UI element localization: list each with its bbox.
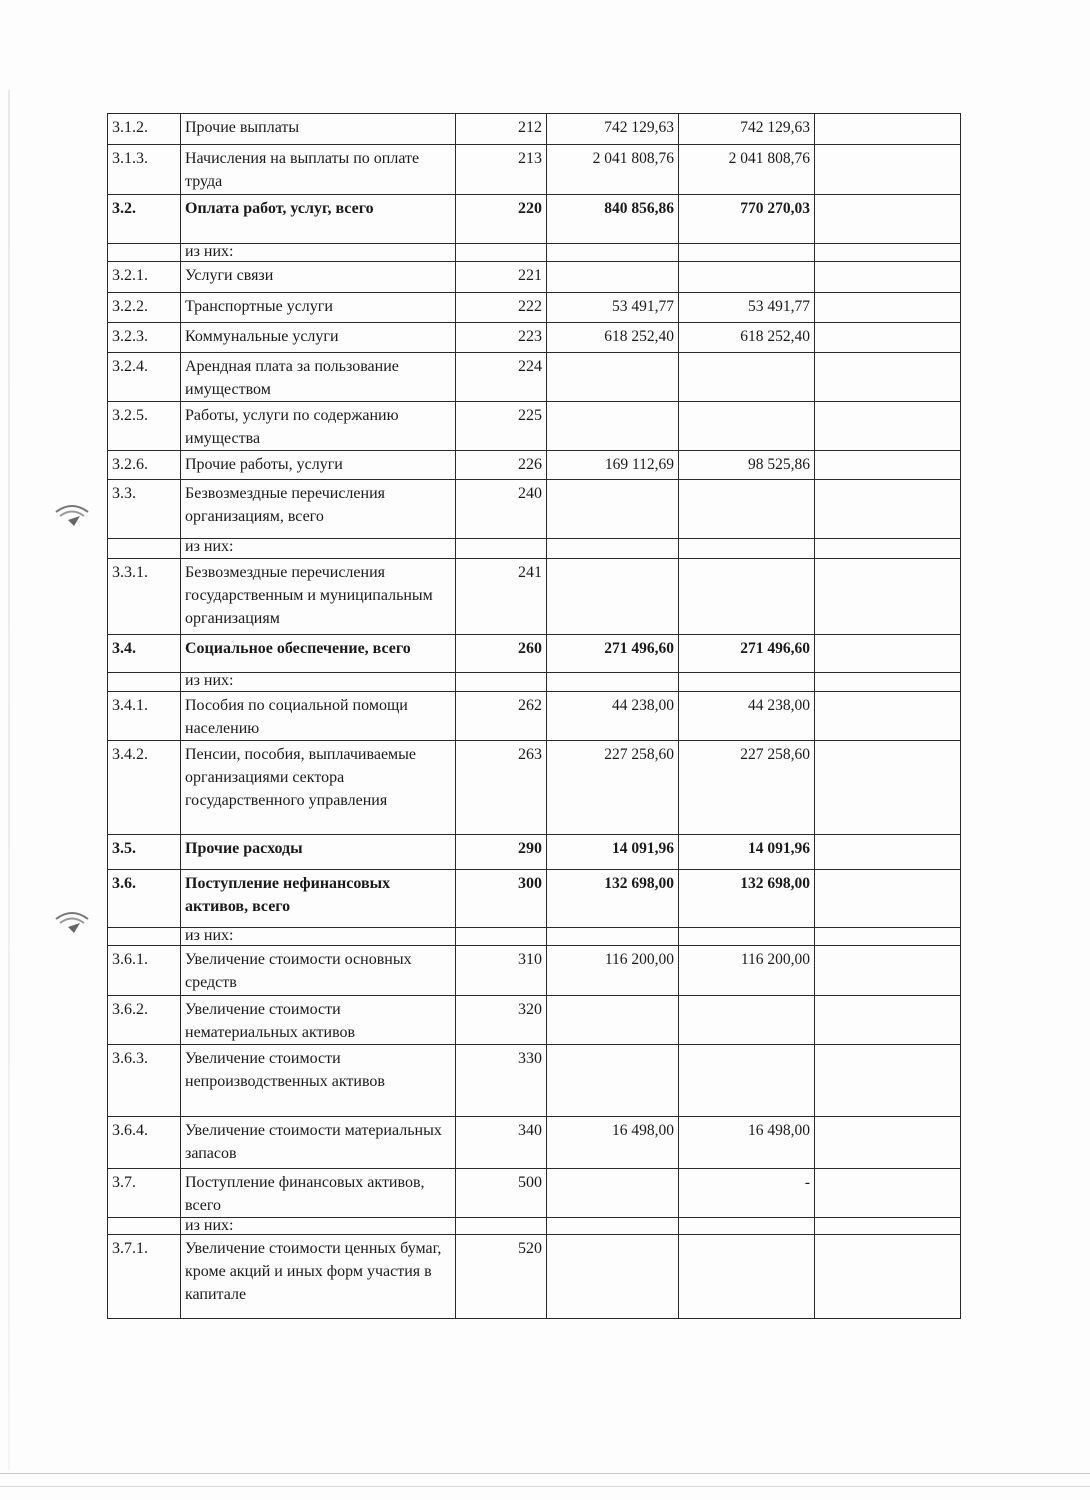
row-value-2-cell: 16 498,00 bbox=[679, 1117, 815, 1169]
table-row bbox=[108, 635, 961, 673]
row-name-cell: Пособия по социальной помощи населению bbox=[181, 692, 456, 741]
row-code-cell: 240 bbox=[456, 480, 547, 539]
row-number-cell: 3.2.6. bbox=[108, 451, 181, 480]
row-number-cell bbox=[108, 673, 181, 692]
row-value-2-cell: 618 252,40 bbox=[679, 323, 815, 353]
row-value-1-cell bbox=[547, 673, 679, 692]
punch-hole-mark-icon bbox=[52, 905, 92, 935]
row-value-2-cell bbox=[679, 559, 815, 635]
table-row bbox=[108, 262, 961, 293]
row-value-3-cell bbox=[815, 928, 961, 946]
row-value-1-cell: 271 496,60 bbox=[547, 635, 679, 673]
row-number-cell: 3.2.5. bbox=[108, 402, 181, 451]
row-number-cell: 3.2.3. bbox=[108, 323, 181, 353]
row-value-3-cell bbox=[815, 293, 961, 323]
table-row bbox=[108, 1169, 961, 1218]
row-value-2-cell bbox=[679, 928, 815, 946]
row-value-1-cell: 44 238,00 bbox=[547, 692, 679, 741]
row-name-cell: Социальное обеспечение, всего bbox=[181, 635, 456, 673]
row-value-3-cell bbox=[815, 835, 961, 870]
row-code-cell: 260 bbox=[456, 635, 547, 673]
table-row bbox=[108, 195, 961, 244]
row-name-cell: Безвозмездные перечисления государственным и муниципальным организациям bbox=[181, 559, 456, 635]
row-number-cell: 3.2.1. bbox=[108, 262, 181, 293]
row-value-2-cell: 271 496,60 bbox=[679, 635, 815, 673]
row-code-cell bbox=[456, 244, 547, 262]
row-code-cell: 330 bbox=[456, 1045, 547, 1117]
row-name-cell: Арендная плата за пользование имуществом bbox=[181, 353, 456, 402]
row-value-3-cell bbox=[815, 946, 961, 996]
punch-hole-mark-icon bbox=[52, 498, 92, 528]
row-value-1-cell bbox=[547, 262, 679, 293]
row-value-2-cell bbox=[679, 480, 815, 539]
row-value-3-cell bbox=[815, 262, 961, 293]
row-code-cell: 212 bbox=[456, 114, 547, 145]
table-row bbox=[108, 451, 961, 480]
table-row bbox=[108, 741, 961, 835]
row-value-2-cell: 770 270,03 bbox=[679, 195, 815, 244]
row-value-3-cell bbox=[815, 692, 961, 741]
row-value-1-cell bbox=[547, 559, 679, 635]
table-row bbox=[108, 870, 961, 928]
row-value-3-cell bbox=[815, 480, 961, 539]
row-value-1-cell bbox=[547, 1218, 679, 1235]
row-number-cell: 3.2.4. bbox=[108, 353, 181, 402]
row-value-2-cell bbox=[679, 1218, 815, 1235]
row-value-1-cell: 16 498,00 bbox=[547, 1117, 679, 1169]
row-value-3-cell bbox=[815, 1045, 961, 1117]
row-value-2-cell: 2 041 808,76 bbox=[679, 145, 815, 195]
row-name-cell: Увеличение стоимости материальных запасов bbox=[181, 1117, 456, 1169]
row-code-cell bbox=[456, 539, 547, 559]
table-row bbox=[108, 692, 961, 741]
table-row bbox=[108, 480, 961, 539]
row-name-cell: Увеличение стоимости непроизводственных активов bbox=[181, 1045, 456, 1117]
row-number-cell: 3.6.2. bbox=[108, 996, 181, 1045]
row-value-3-cell bbox=[815, 195, 961, 244]
row-number-cell: 3.1.3. bbox=[108, 145, 181, 195]
row-value-1-cell: 742 129,63 bbox=[547, 114, 679, 145]
row-number-cell: 3.7.1. bbox=[108, 1235, 181, 1319]
table-row bbox=[108, 835, 961, 870]
expenditure-table bbox=[107, 113, 961, 1319]
row-name-cell: из них: bbox=[181, 673, 456, 692]
row-number-cell: 3.7. bbox=[108, 1169, 181, 1218]
row-value-3-cell bbox=[815, 353, 961, 402]
row-name-cell: Работы, услуги по содержанию имущества bbox=[181, 402, 456, 451]
row-code-cell: 225 bbox=[456, 402, 547, 451]
row-code-cell: 320 bbox=[456, 996, 547, 1045]
row-value-1-cell: 618 252,40 bbox=[547, 323, 679, 353]
page-edge-shadow bbox=[8, 90, 10, 1470]
row-number-cell: 3.5. bbox=[108, 835, 181, 870]
row-value-2-cell bbox=[679, 262, 815, 293]
row-name-cell: Увеличение стоимости ценных бумаг, кроме акций и иных форм участия в капитале bbox=[181, 1235, 456, 1319]
row-number-cell: 3.6. bbox=[108, 870, 181, 928]
row-code-cell: 500 bbox=[456, 1169, 547, 1218]
row-value-1-cell bbox=[547, 539, 679, 559]
row-value-2-cell bbox=[679, 1235, 815, 1319]
row-value-1-cell: 132 698,00 bbox=[547, 870, 679, 928]
table-row bbox=[108, 145, 961, 195]
row-value-3-cell bbox=[815, 539, 961, 559]
row-name-cell: из них: bbox=[181, 1218, 456, 1235]
row-code-cell bbox=[456, 1218, 547, 1235]
row-code-cell: 241 bbox=[456, 559, 547, 635]
row-value-3-cell bbox=[815, 870, 961, 928]
row-code-cell bbox=[456, 673, 547, 692]
row-number-cell: 3.2. bbox=[108, 195, 181, 244]
row-name-cell: из них: bbox=[181, 928, 456, 946]
row-value-1-cell: 53 491,77 bbox=[547, 293, 679, 323]
row-name-cell: Увеличение стоимости нематериальных активов bbox=[181, 996, 456, 1045]
row-value-3-cell bbox=[815, 996, 961, 1045]
row-number-cell bbox=[108, 244, 181, 262]
table-row bbox=[108, 928, 961, 946]
row-value-1-cell: 14 091,96 bbox=[547, 835, 679, 870]
row-value-2-cell: 132 698,00 bbox=[679, 870, 815, 928]
row-value-2-cell bbox=[679, 353, 815, 402]
row-value-2-cell bbox=[679, 1045, 815, 1117]
table-body bbox=[108, 114, 961, 1319]
row-name-cell: Прочие расходы bbox=[181, 835, 456, 870]
row-code-cell: 300 bbox=[456, 870, 547, 928]
row-value-1-cell: 116 200,00 bbox=[547, 946, 679, 996]
row-value-3-cell bbox=[815, 741, 961, 835]
table-row bbox=[108, 293, 961, 323]
table-row bbox=[108, 1045, 961, 1117]
row-code-cell: 340 bbox=[456, 1117, 547, 1169]
table-row bbox=[108, 673, 961, 692]
row-value-3-cell bbox=[815, 1169, 961, 1218]
table-row bbox=[108, 114, 961, 145]
table-row bbox=[108, 402, 961, 451]
row-code-cell: 213 bbox=[456, 145, 547, 195]
row-name-cell: Пенсии, пособия, выплачиваемые организациями сектора государственного управления bbox=[181, 741, 456, 835]
row-value-2-cell bbox=[679, 996, 815, 1045]
row-value-3-cell bbox=[815, 635, 961, 673]
row-code-cell: 310 bbox=[456, 946, 547, 996]
row-value-2-cell bbox=[679, 673, 815, 692]
table-row bbox=[108, 1235, 961, 1319]
row-number-cell bbox=[108, 1218, 181, 1235]
row-value-1-cell: 227 258,60 bbox=[547, 741, 679, 835]
row-name-cell: Увеличение стоимости основных средств bbox=[181, 946, 456, 996]
row-name-cell: из них: bbox=[181, 539, 456, 559]
row-value-2-cell: 44 238,00 bbox=[679, 692, 815, 741]
row-number-cell: 3.2.2. bbox=[108, 293, 181, 323]
row-name-cell: Безвозмездные перечисления организациям, всего bbox=[181, 480, 456, 539]
row-value-2-cell: 742 129,63 bbox=[679, 114, 815, 145]
row-name-cell: Коммунальные услуги bbox=[181, 323, 456, 353]
row-name-cell: Начисления на выплаты по оплате труда bbox=[181, 145, 456, 195]
row-name-cell: Оплата работ, услуг, всего bbox=[181, 195, 456, 244]
row-code-cell: 226 bbox=[456, 451, 547, 480]
table-row bbox=[108, 1117, 961, 1169]
row-code-cell: 220 bbox=[456, 195, 547, 244]
row-name-cell: Услуги связи bbox=[181, 262, 456, 293]
row-value-1-cell: 2 041 808,76 bbox=[547, 145, 679, 195]
row-value-3-cell bbox=[815, 145, 961, 195]
row-value-1-cell bbox=[547, 996, 679, 1045]
row-value-1-cell bbox=[547, 1045, 679, 1117]
row-number-cell: 3.4. bbox=[108, 635, 181, 673]
row-value-1-cell bbox=[547, 480, 679, 539]
row-value-2-cell bbox=[679, 539, 815, 559]
row-name-cell: Поступление нефинансовых активов, всего bbox=[181, 870, 456, 928]
row-code-cell: 262 bbox=[456, 692, 547, 741]
row-value-2-cell: 98 525,86 bbox=[679, 451, 815, 480]
table-row bbox=[108, 539, 961, 559]
table-row bbox=[108, 559, 961, 635]
table-row bbox=[108, 996, 961, 1045]
table-row bbox=[108, 1218, 961, 1235]
row-value-3-cell bbox=[815, 1218, 961, 1235]
table-row bbox=[108, 353, 961, 402]
row-value-2-cell: 14 091,96 bbox=[679, 835, 815, 870]
row-name-cell: Поступление финансовых активов, всего bbox=[181, 1169, 456, 1218]
row-name-cell: Транспортные услуги bbox=[181, 293, 456, 323]
row-code-cell: 223 bbox=[456, 323, 547, 353]
row-code-cell: 263 bbox=[456, 741, 547, 835]
row-value-3-cell bbox=[815, 1235, 961, 1319]
row-value-1-cell: 169 112,69 bbox=[547, 451, 679, 480]
row-value-2-cell bbox=[679, 244, 815, 262]
row-number-cell: 3.6.3. bbox=[108, 1045, 181, 1117]
row-value-3-cell bbox=[815, 402, 961, 451]
row-number-cell: 3.4.1. bbox=[108, 692, 181, 741]
row-value-3-cell bbox=[815, 559, 961, 635]
row-value-1-cell bbox=[547, 928, 679, 946]
row-value-3-cell bbox=[815, 1117, 961, 1169]
row-value-1-cell: 840 856,86 bbox=[547, 195, 679, 244]
row-number-cell: 3.3. bbox=[108, 480, 181, 539]
table-row bbox=[108, 244, 961, 262]
row-value-3-cell bbox=[815, 114, 961, 145]
row-code-cell: 290 bbox=[456, 835, 547, 870]
row-code-cell: 222 bbox=[456, 293, 547, 323]
page-bottom-edge bbox=[0, 1473, 1090, 1487]
row-name-cell: Прочие работы, услуги bbox=[181, 451, 456, 480]
row-value-3-cell bbox=[815, 673, 961, 692]
row-value-1-cell bbox=[547, 353, 679, 402]
row-code-cell: 221 bbox=[456, 262, 547, 293]
row-name-cell: из них: bbox=[181, 244, 456, 262]
row-value-1-cell bbox=[547, 1235, 679, 1319]
row-number-cell: 3.1.2. bbox=[108, 114, 181, 145]
row-value-2-cell: - bbox=[679, 1169, 815, 1218]
row-number-cell: 3.6.1. bbox=[108, 946, 181, 996]
row-value-1-cell bbox=[547, 1169, 679, 1218]
row-value-2-cell: 53 491,77 bbox=[679, 293, 815, 323]
row-value-3-cell bbox=[815, 451, 961, 480]
row-value-2-cell: 227 258,60 bbox=[679, 741, 815, 835]
row-code-cell: 224 bbox=[456, 353, 547, 402]
table-row bbox=[108, 323, 961, 353]
table-row bbox=[108, 946, 961, 996]
row-code-cell bbox=[456, 928, 547, 946]
row-number-cell: 3.4.2. bbox=[108, 741, 181, 835]
row-value-3-cell bbox=[815, 323, 961, 353]
row-number-cell bbox=[108, 928, 181, 946]
row-number-cell: 3.6.4. bbox=[108, 1117, 181, 1169]
row-value-1-cell bbox=[547, 244, 679, 262]
row-number-cell: 3.3.1. bbox=[108, 559, 181, 635]
row-value-1-cell bbox=[547, 402, 679, 451]
row-number-cell bbox=[108, 539, 181, 559]
row-value-3-cell bbox=[815, 244, 961, 262]
row-code-cell: 520 bbox=[456, 1235, 547, 1319]
row-name-cell: Прочие выплаты bbox=[181, 114, 456, 145]
row-value-2-cell bbox=[679, 402, 815, 451]
row-value-2-cell: 116 200,00 bbox=[679, 946, 815, 996]
